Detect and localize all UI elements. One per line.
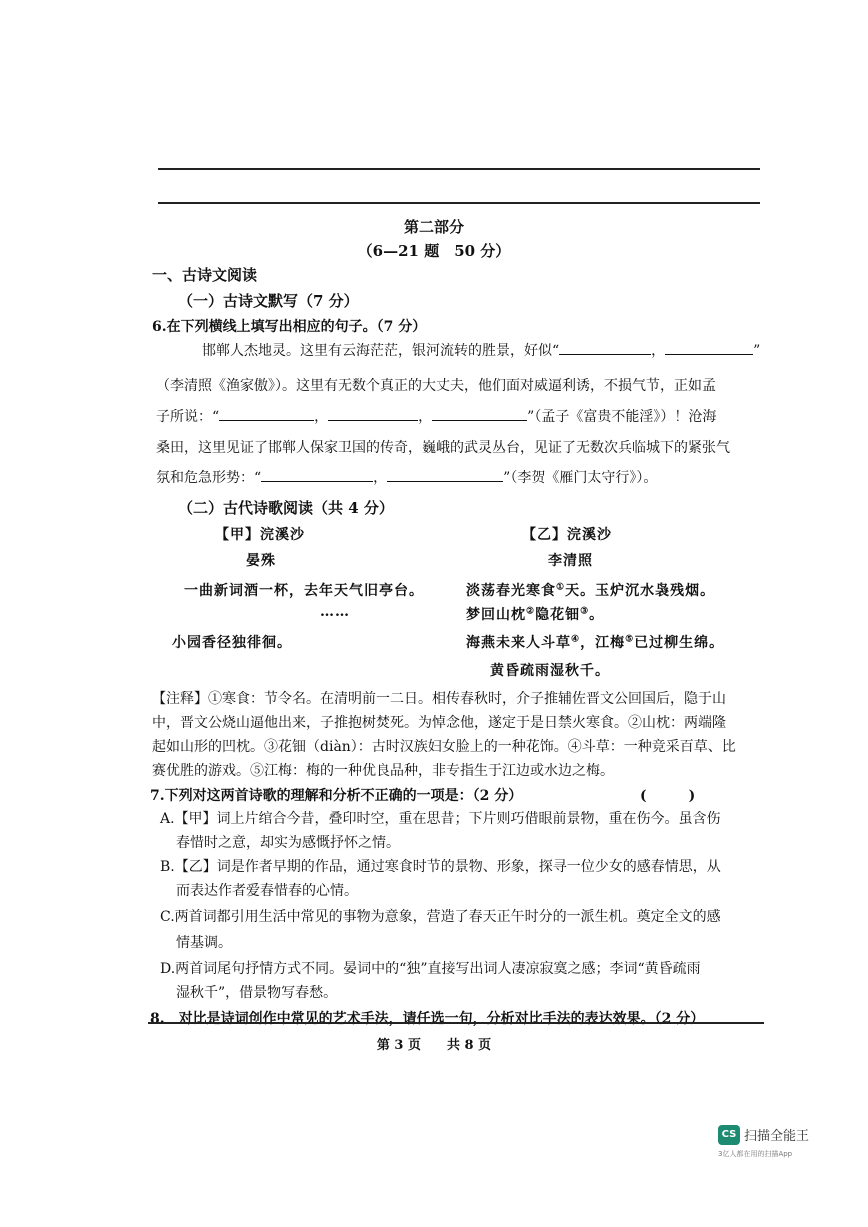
notes-line-3: 起如山形的凹枕。③花钿（diàn）：古时汉族妇女脸上的一种花饰。④斗草：一种竞采百草、比 (152, 739, 736, 755)
fill-blank-1[interactable] (559, 340, 651, 355)
q6-text: ， (651, 343, 666, 359)
option-b-line-1[interactable]: B.【乙】词是作者早期的作品，通过寒食时节的景物、形象，探寻一位少女的感春情思，从 (160, 859, 721, 875)
q6-line-4: 桑田，这里见证了邯郸人保家卫国的传奇，巍峨的武灵丛台，见证了无数次兵临城下的紧张气 (156, 440, 730, 456)
q6-text: ， (418, 409, 433, 425)
footnote-marker: ① (556, 582, 566, 593)
top-rule-1 (158, 168, 760, 170)
q6-text: ， (314, 409, 329, 425)
fill-blank-3[interactable] (219, 406, 314, 421)
q6-text: ”（孟子《富贵不能淫》）！沧海 (527, 409, 717, 425)
q6-text: 氛和危急形势：“ (156, 470, 262, 486)
q6-line-1 (202, 340, 760, 360)
q6-line-2: （李清照《渔家傲》）。这里有无数个真正的大丈夫，他们面对威逼利诱，不损气节，正如孟 (156, 378, 716, 394)
fill-blank-7[interactable] (387, 467, 503, 482)
footnote-marker: ④ (571, 634, 581, 645)
q6-line-3 (156, 406, 716, 426)
poem-b-line-1 (466, 580, 715, 600)
option-d-line-1[interactable]: D.两首词尾句抒情方式不同。晏词中的“独”直接写出词人凄凉寂寞之感；李词“黄昏疏雨 (160, 961, 701, 977)
poem-text: 梦回山枕 (466, 607, 526, 623)
option-c-line-2: 情基调。 (176, 935, 232, 951)
notes-line-1: 【注释】①寒食：节令名。在清明前一二日。相传春秋时，介子推辅佐晋文公回国后，隐于山 (152, 691, 726, 707)
poem-text: ，江梅 (580, 635, 626, 651)
camscanner-logo-icon: CS (718, 1125, 740, 1145)
q6-text: 子所说：“ (156, 409, 220, 425)
option-d-line-2: 湿秋千”，借景物写春愁。 (176, 985, 338, 1001)
poem-a-line-1: 一曲新词酒一杯，去年天气旧亭台。 (184, 583, 424, 599)
poem-text: 淡荡春光寒食 (466, 583, 556, 599)
q6-text: ”（李贺《雁门太守行》）。 (503, 470, 658, 486)
footnote-marker: ③ (580, 606, 590, 617)
footnote-marker: ② (526, 606, 536, 617)
poem-text: 隐花钿 (535, 607, 581, 623)
notes-line-2: 中，晋文公烧山逼他出来，子推抱树焚死。为悼念他，遂定于是日禁火寒食。②山枕：两端隆 (152, 715, 726, 731)
option-a-line-2: 春惜时之意，却实为感慨抒怀之情。 (176, 835, 400, 851)
poem-text: 已过柳生绵。 (634, 635, 725, 651)
page-number: 第 3 页 共 8 页 (376, 1038, 492, 1053)
poem-a-title: 【甲】浣溪沙 (215, 527, 305, 543)
poem-text: 海燕未来人斗草 (466, 635, 571, 651)
poem-b-line-3 (466, 632, 724, 652)
footnote-marker: ⑤ (625, 634, 635, 645)
watermark-app-name: 扫描全能王 (744, 1129, 810, 1144)
q6-line-5 (156, 467, 657, 487)
fill-blank-5[interactable] (432, 406, 527, 421)
question-8-stem: 8. 对比是诗词创作中常见的艺术手法，请任选一句，分析对比手法的表达效果。（2 分） (150, 1011, 705, 1027)
option-a-line-1[interactable]: A.【甲】词上片绾合今昔，叠印时空，重在思昔；下片则巧借眼前景物，重在伤今。虽含伤 (160, 811, 721, 827)
part-subtitle: （6—21 题 50 分） (357, 242, 511, 260)
fill-blank-4[interactable] (328, 406, 418, 421)
subsection-heading-1: （一）古诗文默写（7 分） (178, 292, 359, 310)
poem-a-line-2: 小园香径独徘徊。 (172, 635, 292, 651)
poem-a-ellipsis: …… (320, 604, 350, 620)
section-heading: 一、古诗文阅读 (152, 266, 258, 284)
q6-text: 邯郸人杰地灵。这里有云海茫茫，银河流转的胜景，好似“ (202, 343, 560, 359)
part-title: 第二部分 (403, 218, 464, 236)
question-7-stem: 7.下列对这两首诗歌的理解和分析不正确的一项是：（2 分） (150, 788, 523, 804)
poem-a-author: 晏殊 (246, 553, 276, 569)
fill-blank-6[interactable] (261, 467, 373, 482)
question-6-stem: 6.在下列横线上填写出相应的句子。（7 分） (152, 319, 427, 335)
q6-text: ， (373, 470, 388, 486)
footer-rule (148, 1022, 764, 1024)
subsection-heading-2: （二）古代诗歌阅读（共 4 分） (178, 499, 394, 517)
poem-text: 。 (589, 607, 605, 623)
poem-b-title: 【乙】浣溪沙 (522, 527, 612, 543)
poem-text: 天。玉炉沉水袅残烟。 (565, 583, 716, 599)
option-c-line-1[interactable]: C.两首词都引用生活中常见的事物为意象，营造了春天正午时分的一派生机。奠定全文的感 (160, 909, 721, 925)
fill-blank-2[interactable] (665, 340, 753, 355)
watermark-tagline: 3亿人都在用的扫描App (718, 1150, 793, 1158)
q6-text: ” (753, 343, 761, 359)
poem-b-line-2 (466, 604, 604, 624)
poem-b-line-4: 黄昏疏雨湿秋千。 (490, 663, 610, 679)
answer-parentheses[interactable]: ( ) (640, 788, 696, 804)
top-rule-2 (158, 202, 760, 204)
poem-b-author: 李清照 (548, 553, 593, 569)
notes-line-4: 赛优胜的游戏。⑤江梅：梅的一种优良品种，非专指生于江边或水边之梅。 (152, 763, 614, 779)
option-b-line-2: 而表达作者爱春惜春的心情。 (176, 883, 358, 899)
